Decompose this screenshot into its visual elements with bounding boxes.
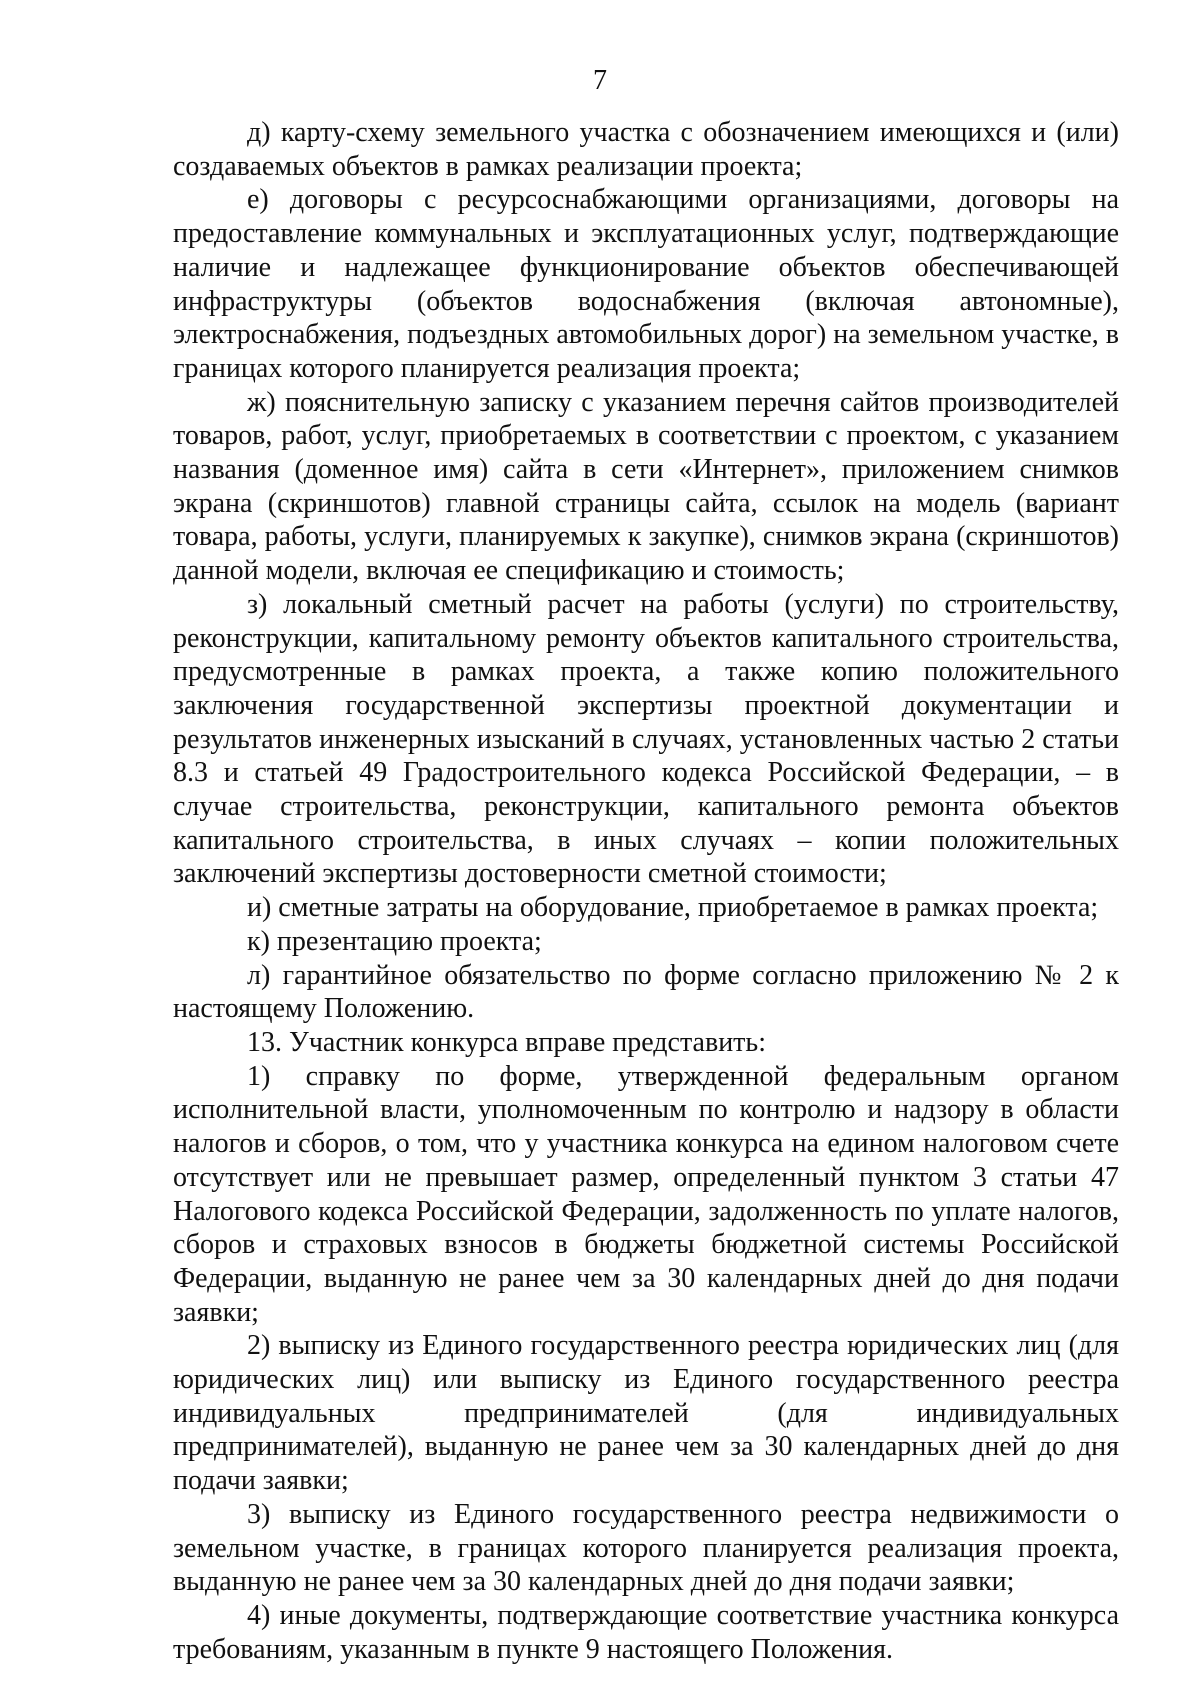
- paragraph-section-13: 13. Участник конкурса вправе представить:: [247, 1026, 766, 1058]
- page-number: 7: [593, 65, 607, 96]
- paragraph-item-z: з) локальный сметный расчет на работы (услуги) по строительству, реконструкции, капитальному ремонту объектов капитального строительства, предусмотренные в рамках проекта, а также копию положительного заключения государственной экспертизы проектной документации и результатов инженерных изысканий в случаях, установленных частью 2 статьи 8.3 и статьей 49 Градостроительного кодекса Российской Федерации, – в случае строительства, реконструкции, капитального ремонта объектов капитального строительства, в иных случаях – копии положительных заключений экспертизы достоверности сметной стоимости;: [173, 588, 1119, 890]
- paragraph-item-d: д) карту-схему земельного участка с обозначением имеющихся и (или) создаваемых объектов в рамках реализации проекта;: [173, 117, 1119, 182]
- paragraph-item-1: 1) справку по форме, утвержденной федеральным органом исполнительной власти, уполномоченным по контролю и надзору в области налогов и сборов, о том, что у участника конкурса на едином налоговом счете отсутствует или не превышает размер, определенный пунктом 3 статьи 47 Налогового кодекса Российской Федерации, задолженность по уплате налогов, сборов и страховых взносов в бюджеты бюджетной системы Российской Федерации, выданную не ранее чем за 30 календарных дней до дня подачи заявки;: [173, 1060, 1119, 1328]
- paragraph-item-l: л) гарантийное обязательство по форме согласно приложению № 2 к настоящему Положению.: [173, 959, 1119, 1025]
- paragraph-item-2: 2) выписку из Единого государственного реестра юридических лиц (для юридических лиц) или выписку из Единого государственного реестра индивидуальных предпринимателей (для индивидуальных предпринимателей), выданную не ранее чем за 30 календарных дней до дня подачи заявки;: [173, 1330, 1119, 1497]
- document-body: [173, 116, 1119, 1666]
- paragraph-item-i: и) сметные затраты на оборудование, приобретаемое в рамках проекта;: [247, 892, 1099, 924]
- paragraph-item-3: 3) выписку из Единого государственного реестра недвижимости о земельном участке, в границах которого планируется реализация проекта, выданную не ранее чем за 30 календарных дней до дня подачи заявки;: [173, 1498, 1119, 1598]
- paragraph-item-k: к) презентацию проекта;: [247, 925, 542, 957]
- paragraph-item-4: 4) иные документы, подтверждающие соответствие участника конкурса требованиям, указанным в пункте 9 настоящего Положения.: [173, 1599, 1119, 1665]
- paragraph-item-zh: ж) пояснительную записку с указанием перечня сайтов производителей товаров, работ, услуг, приобретаемых в соответствии с проектом, с указанием названия (доменное имя) сайта в сети «Интернет», приложением снимков экрана (скриншотов) главной страницы сайта, ссылок на модель (вариант товара, работы, услуги, планируемых к закупке), снимков экрана (скриншотов) данной модели, включая ее спецификацию и стоимость;: [173, 386, 1119, 587]
- paragraph-item-e: е) договоры с ресурсоснабжающими организациями, договоры на предоставление коммунальных и эксплуатационных услуг, подтверждающие наличие и надлежащее функционирование объектов обеспечивающей инфраструктуры (объектов водоснабжения (включая автономные), электроснабжения, подъездных автомобильных дорог) на земельном участке, в границах которого планируется реализация проекта;: [173, 184, 1119, 384]
